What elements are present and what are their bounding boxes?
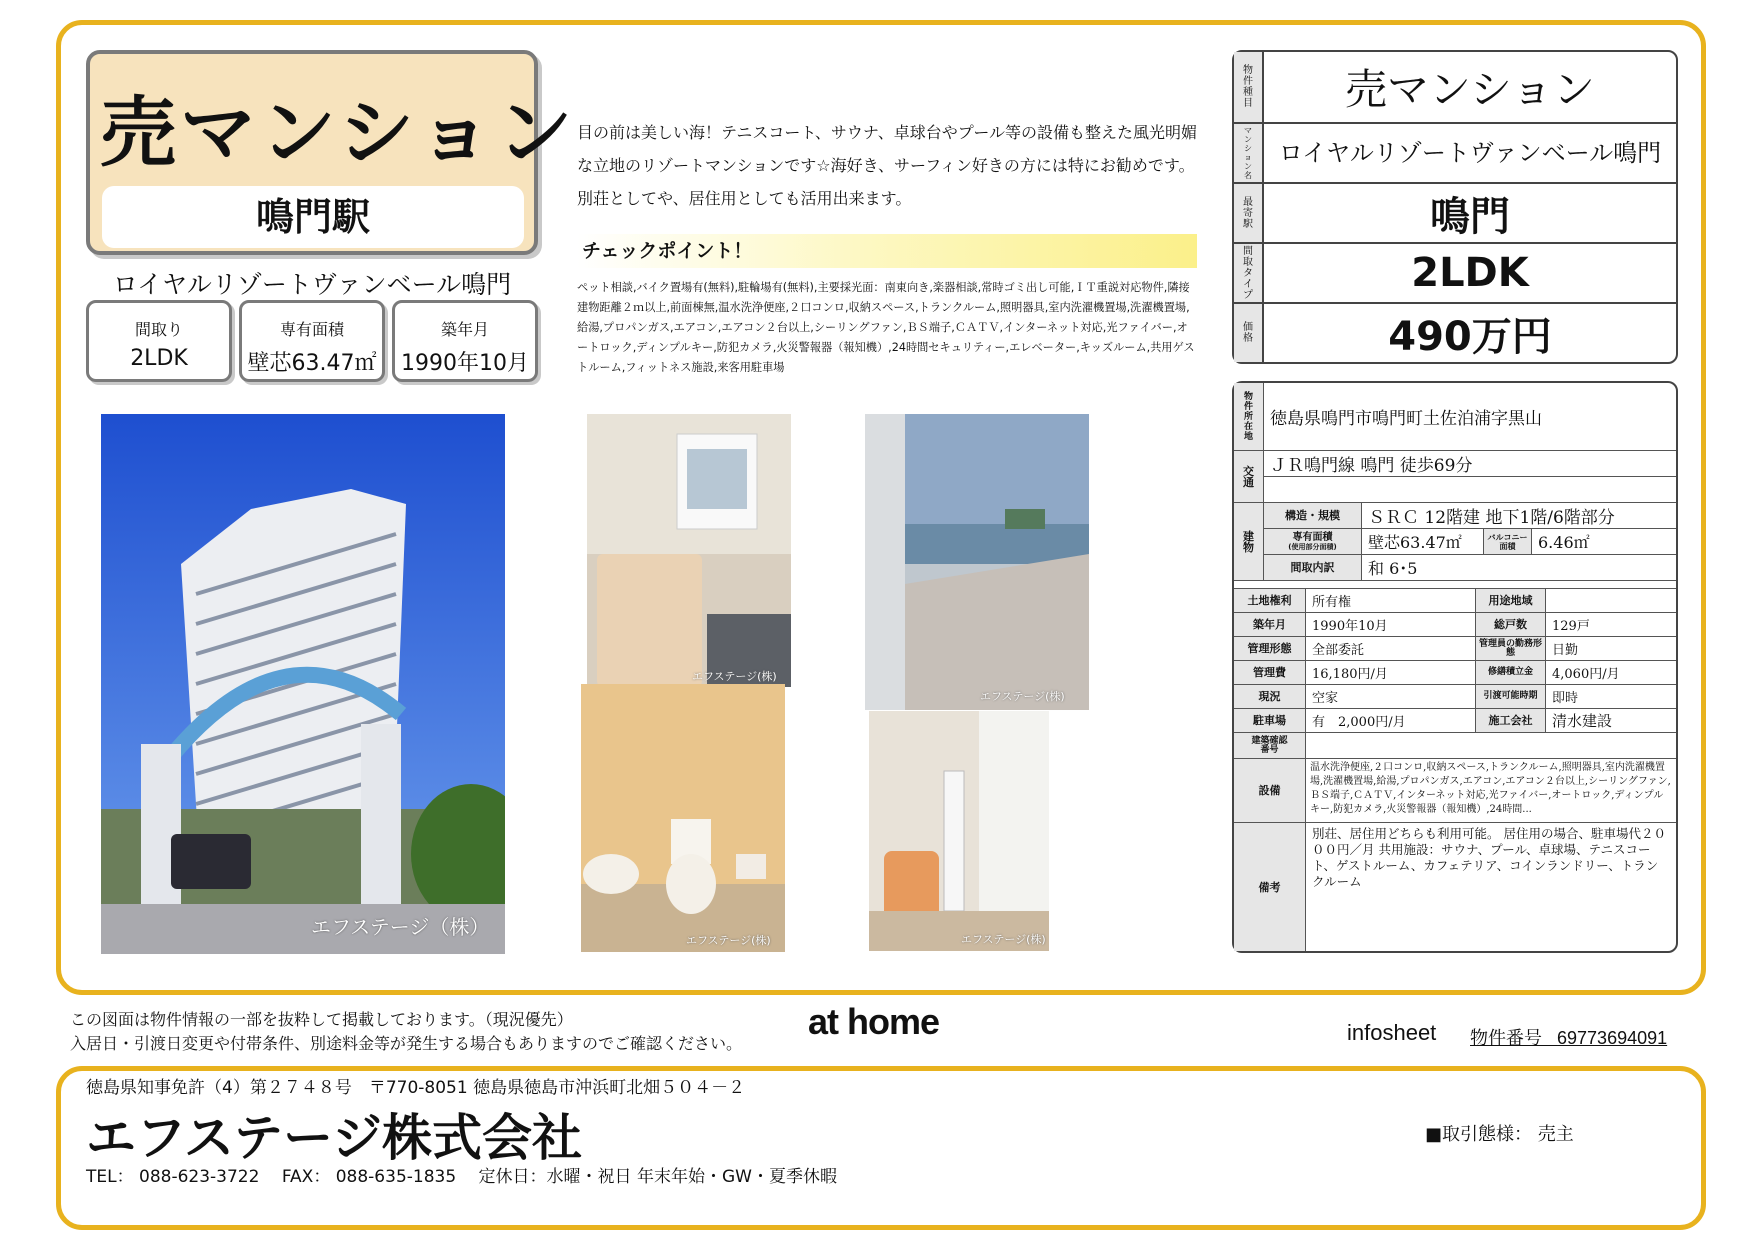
status-label: 現況 <box>1234 685 1306 709</box>
station-label: 鳴門駅 <box>102 186 524 248</box>
reserve-label: 修繕積立金 <box>1476 661 1546 685</box>
company-name: エフステージ株式会社 <box>86 1109 582 1167</box>
area-sublabel: (使用部分面積) <box>1288 542 1337 551</box>
spec-label: 築年月 <box>440 320 489 339</box>
parking-label: 駐車場 <box>1234 709 1306 733</box>
infosheet-label: infosheet <box>1347 1020 1437 1045</box>
balcony-label: バルコニー面積 <box>1484 529 1532 555</box>
confirm-label: 建築確認番号 <box>1234 733 1306 759</box>
built-value: 1990年10月 <box>1306 613 1476 637</box>
spec-card-built <box>392 300 538 382</box>
status-value: 空家 <box>1306 685 1476 709</box>
photo-watermark: エフステージ(株) <box>961 933 1046 946</box>
summary-label: 間取タイプ <box>1234 244 1264 302</box>
units-label: 総戸数 <box>1476 613 1546 637</box>
details-panel <box>1232 381 1678 953</box>
photo-watermark: エフステージ（株） <box>311 915 490 939</box>
title-box <box>86 50 577 255</box>
contact-info: TEL： 088-623-3722 FAX： 088-635-1835 定休日：水曜・祝日 年末年始・GW・夏季休暇 <box>86 1167 837 1187</box>
toilet-photo <box>581 684 785 952</box>
balcony-photo <box>865 414 1089 710</box>
zoning-label: 用途地域 <box>1476 589 1546 613</box>
summary-label: 最寄駅 <box>1234 184 1264 242</box>
spec-label: 間取り <box>134 320 183 339</box>
traffic-label: 交通 <box>1234 451 1264 503</box>
disclaimer-line-1: この図面は物件情報の一部を抜粋して掲載しております。（現況優先） <box>70 1010 573 1029</box>
disclaimer <box>70 1008 742 1056</box>
photo-watermark: エフステージ(株) <box>692 670 777 683</box>
summary-row-name <box>1234 124 1676 184</box>
parking-value: 有 2,000円/月 <box>1306 709 1476 733</box>
athome-logo: at home <box>808 1001 940 1042</box>
reserve-value: 4,060円/月 <box>1546 661 1676 685</box>
spec-value: 2LDK <box>130 346 188 371</box>
spec-value: 壁芯63.47㎡ <box>247 351 377 376</box>
description: 目の前は美しい海！テニスコート、サウナ、卓球台やプール等の設備も整えた風光明媚な立地のリゾートマンションです☆海好き、サーフィン好きの方には特にお勧めです。別荘としてや、居住用としても活用出来ます。 <box>577 123 1198 208</box>
summary-row-layout <box>1234 244 1676 304</box>
confirm-value <box>1306 733 1676 759</box>
summary-price-value: 490万円 <box>1388 313 1552 360</box>
summary-row-station <box>1234 184 1676 244</box>
summary-layout-value: 2LDK <box>1411 250 1529 296</box>
rooms-label: 間取内訳 <box>1264 555 1362 581</box>
location-label: 物件所在地 <box>1234 383 1264 451</box>
handover-value: 即時 <box>1546 685 1676 709</box>
spec-label: 専有面積 <box>279 320 344 339</box>
details-separator <box>1234 581 1676 589</box>
summary-label: 価格 <box>1234 304 1264 362</box>
summary-type-value: 売マンション <box>1344 65 1596 114</box>
units-value: 129戸 <box>1546 613 1676 637</box>
handover-label: 引渡可能時期 <box>1476 685 1546 709</box>
spec-card-layout <box>86 300 232 382</box>
manager-label: 管理員の勤務形態 <box>1476 637 1546 661</box>
building-label: 建物 <box>1234 503 1264 581</box>
check-heading: チェックポイント！ <box>577 234 1197 268</box>
location-value: 徳島県鳴門市鳴門町土佐泊浦字黒山 <box>1264 383 1676 451</box>
license-address: 徳島県知事免許（4）第２７４８号 〒770-8051 徳島県徳島市沖浜町北畑５０４－２ <box>86 1078 746 1098</box>
summary-name-value: ロイヤルリゾートヴァンベール鳴門 <box>1278 139 1662 167</box>
remarks-label: 備考 <box>1234 823 1306 951</box>
traffic-empty <box>1264 477 1676 503</box>
mgmt-value: 全部委託 <box>1306 637 1476 661</box>
spec-card-area <box>239 300 385 382</box>
property-number-label: 物件番号 <box>1470 1028 1542 1048</box>
structure-value: ＳＲＣ 12階建 地下1階/6階部分 <box>1362 503 1676 529</box>
transaction-type: ■取引態様： 売主 <box>1425 1124 1574 1145</box>
spec-value: 1990年10月 <box>401 351 529 376</box>
exterior-photo <box>101 414 505 954</box>
facilities-label: 設備 <box>1234 759 1306 823</box>
area-label-text: 専有面積 <box>1292 531 1333 543</box>
disclaimer-line-2: 入居日・引渡日変更や付帯条件、別途料金等が発生する場合もありますのでご確認ください。 <box>70 1034 743 1053</box>
page-title: 売マンション <box>100 88 577 177</box>
balcony-value: 6.46㎡ <box>1532 529 1676 555</box>
land-right-label: 土地権利 <box>1234 589 1306 613</box>
photo-watermark: エフステージ(株) <box>686 934 771 947</box>
fee-value: 16,180円/月 <box>1306 661 1476 685</box>
structure-label: 構造・規模 <box>1264 503 1362 529</box>
facilities-value: 温水洗浄便座,２口コンロ,収納スペース,トランクルーム,照明器具,室内洗濯機置場,洗濯機置場,給湯,プロパンガス,エアコン,エアコン２台以上,シーリングファン,ＢＳ端子,ＣＡＴＶ,インターネット対応,光ファイバー,オートロック,ディンプルキー,防犯カメラ,火災警報器（報知機）,24時間... <box>1306 759 1676 823</box>
summary-panel <box>1232 50 1678 364</box>
summary-row-type <box>1234 52 1676 124</box>
builder-label: 施工会社 <box>1476 709 1546 733</box>
property-number-value: 69773694091 <box>1557 1028 1668 1048</box>
summary-label: 物件種目 <box>1234 52 1264 122</box>
manager-value: 日勤 <box>1546 637 1676 661</box>
check-points: ペット相談,バイク置場有(無料),駐輪場有(無料),主要採光面：南東向き,楽器相談,常時ゴミ出し可能,ＩＴ重説対応物件,隣接建物距離２ｍ以上,前面棟無,温水洗浄便座,２口コンロ,収納スペース,トランクルーム,照明器具,室内洗濯機置場,洗濯機置場,給湯,プロパンガス,エアコン,エアコン２台以上,シーリングファン,ＢＳ端子,ＣＡＴＶ,インターネット対応,光ファイバー,オートロック,ディンプルキー,防犯カメラ,火災警報器（報知機）,24時間セキュリティー,エレベーター,キッズルーム,共用ゲストルーム,フィットネス施設,来客用駐車場 <box>577 281 1195 374</box>
area-label <box>1264 529 1362 555</box>
land-right-value: 所有権 <box>1306 589 1476 613</box>
built-label: 築年月 <box>1234 613 1306 637</box>
summary-row-price <box>1234 304 1676 362</box>
builder-value: 清水建設 <box>1546 709 1676 733</box>
area-value: 壁芯63.47㎡ <box>1362 529 1484 555</box>
laundry-photo <box>869 711 1049 951</box>
summary-label: マンション名 <box>1234 124 1264 182</box>
mgmt-label: 管理形態 <box>1234 637 1306 661</box>
rooms-value: 和 6･5 <box>1362 555 1676 581</box>
summary-station-value: 鳴門 <box>1430 193 1510 240</box>
bathroom-photo <box>587 414 791 687</box>
property-name: ロイヤルリゾートヴァンベール鳴門 <box>112 270 512 299</box>
fee-label: 管理費 <box>1234 661 1306 685</box>
traffic-value: ＪＲ鳴門線 鳴門 徒歩69分 <box>1264 451 1676 477</box>
property-number <box>1470 1024 1667 1050</box>
remarks-value: 別荘、居住用どちらも利用可能。 居住用の場合、駐車場代２０００円／月 共用施設：サウナ、プール、卓球場、テニスコート、ゲストルーム、カフェテリア、コインランドリー、トランクルーム <box>1312 826 1666 889</box>
zoning-value <box>1546 589 1676 613</box>
photo-watermark: エフステージ(株) <box>980 690 1065 703</box>
